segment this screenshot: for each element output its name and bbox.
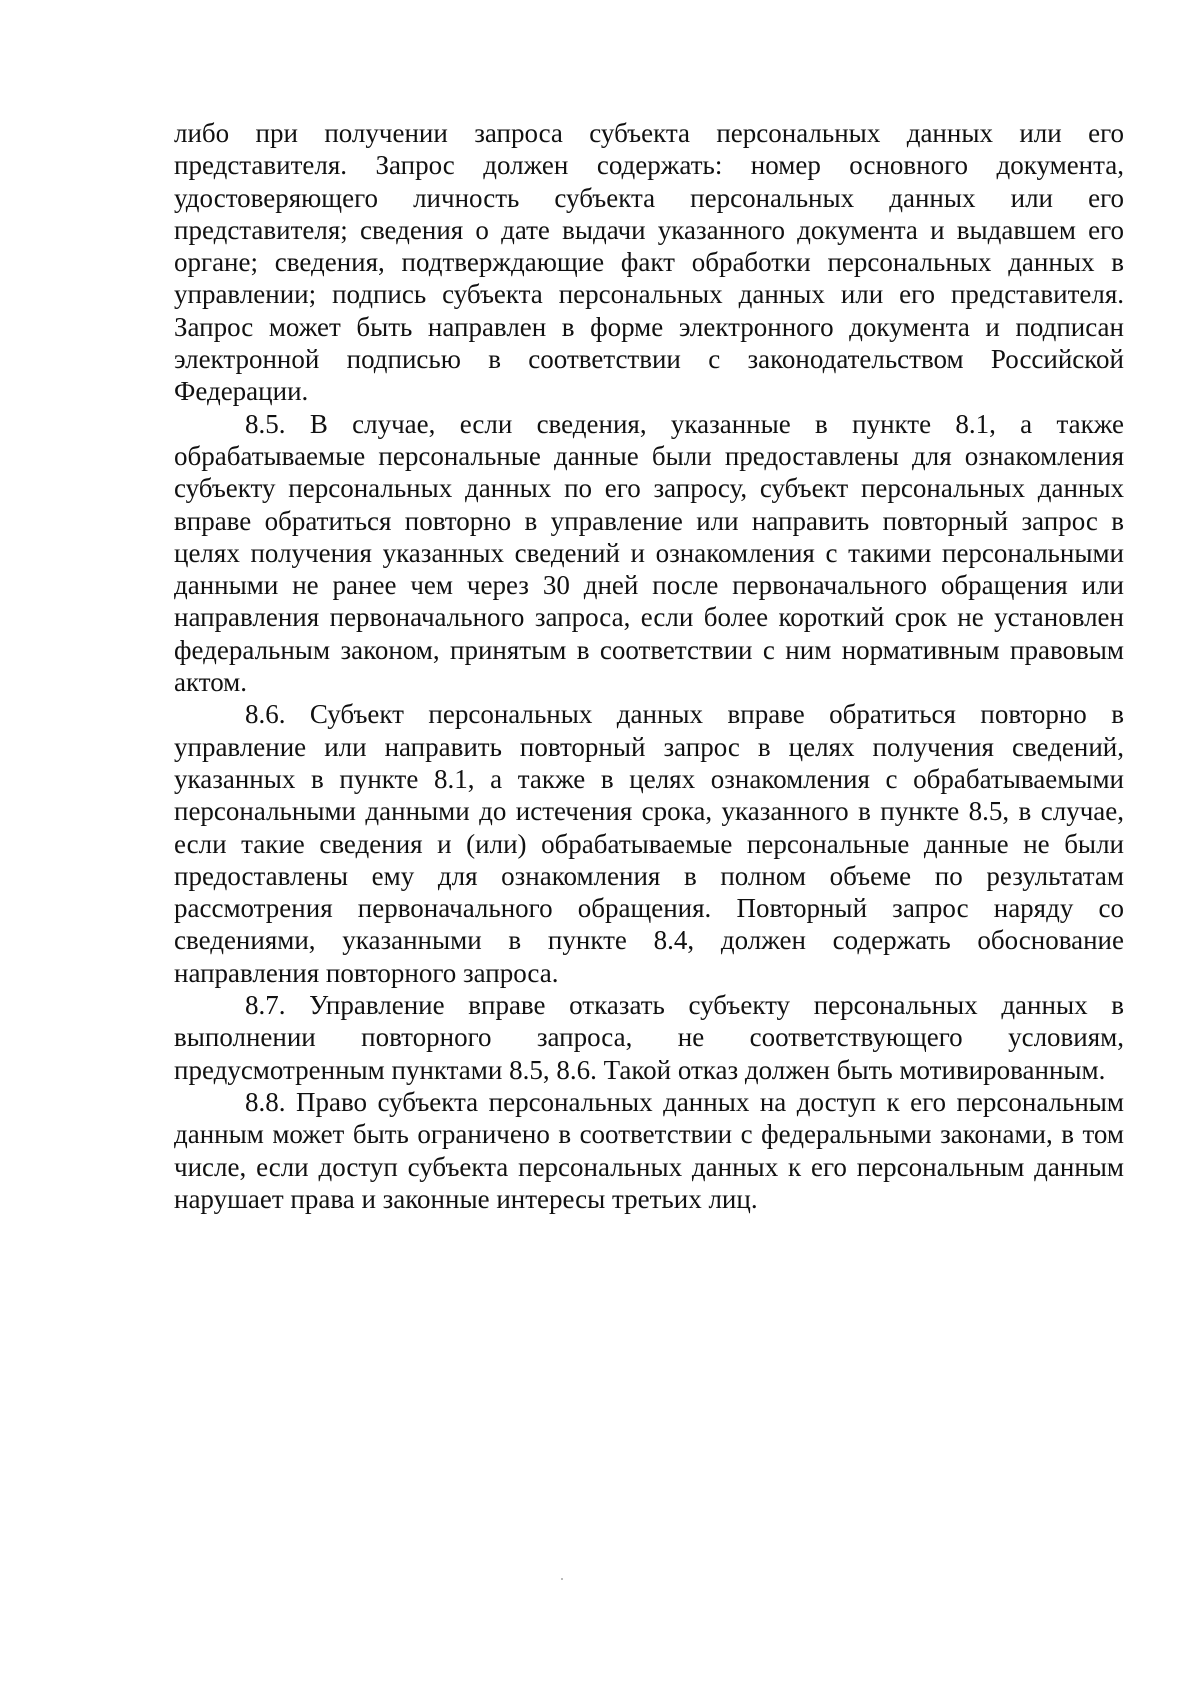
- paragraph-8-5: 8.5. В случае, если сведения, указанные в пункте 8.1, а также обрабатываемые персональные данные были предоставлены для ознакомления субъекту персональных данных по его запросу, субъект персональных данных вправе обратиться повторно в управление или направить повторный запрос в целях получения указанных сведений и ознакомления с такими персональными данными не ранее чем через 30 дней после первоначального обращения или направления первоначального запроса, если более короткий срок не установлен федеральным законом, принятым в соответствии с ним нормативным правовым актом.: [174, 408, 1124, 698]
- paragraph-8-6: 8.6. Субъект персональных данных вправе обратиться повторно в управление или направить повторный запрос в целях получения сведений, указанных в пункте 8.1, а также в целях ознакомления с обрабатываемыми персональными данными до истечения срока, указанного в пункте 8.5, в случае, если такие сведения и (или) обрабатываемые персональные данные не были предоставлены ему для ознакомления в полном объеме по результатам рассмотрения первоначального обращения. Повторный запрос наряду со сведениями, указанными в пункте 8.4, должен содержать обоснование направления повторного запроса.: [174, 699, 1124, 988]
- paragraph-continuation: либо при получении запроса субъекта персональных данных или его представителя. Запрос должен содержать: номер основного документа, удостоверяющего личность субъекта персональных данных или его представителя; сведения о дате выдачи указанного документа и выдавшем его органе; сведения, подтверждающие факт обработки персональных данных в управлении; подпись субъекта персональных данных или его представителя. Запрос может быть направлен в форме электронного документа и подписан электронной подписью в соответствии с законодательством Российской Федерации.: [174, 118, 1124, 407]
- scan-speck: [561, 1578, 563, 1580]
- paragraph-8-7: 8.7. Управление вправе отказать субъекту персональных данных в выполнении повторного запроса, не соответствующего условиям, предусмотренным пунктами 8.5, 8.6. Такой отказ должен быть мотивированным.: [174, 990, 1124, 1085]
- document-body: [174, 117, 1124, 1215]
- paragraph-8-8: 8.8. Право субъекта персональных данных на доступ к его персональным данным может быть ограничено в соответствии с федеральными законами, в том числе, если доступ субъекта персональных данных к его персональным данным нарушает права и законные интересы третьих лиц.: [174, 1086, 1124, 1214]
